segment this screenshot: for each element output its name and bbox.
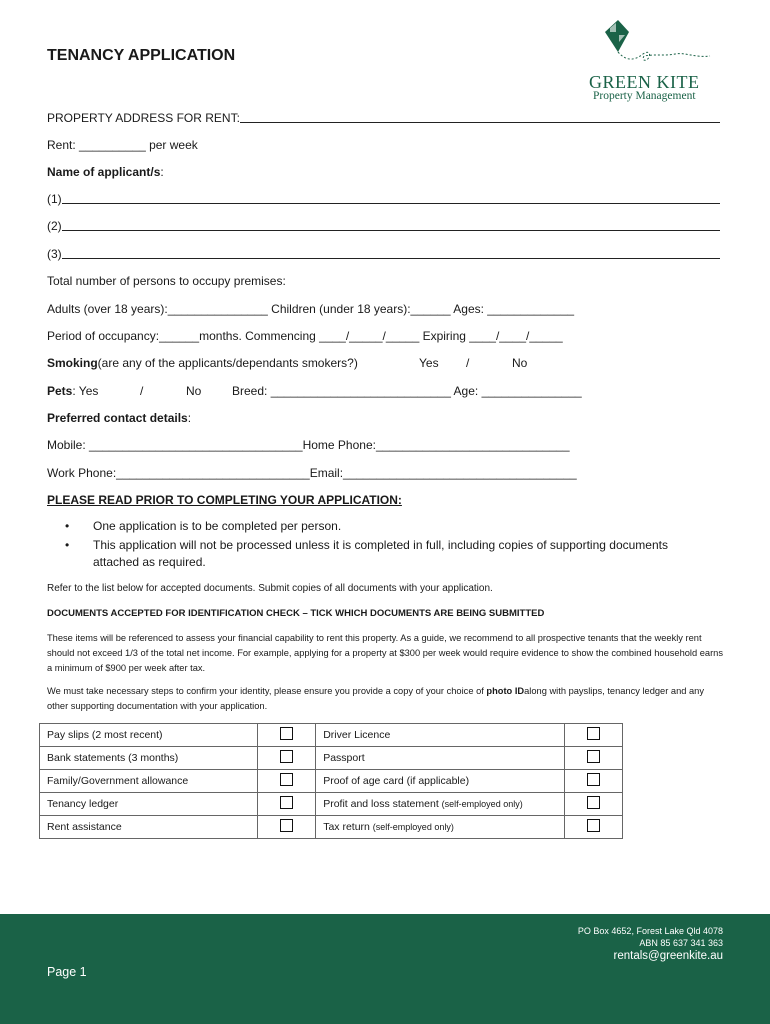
logo-tagline: Property Management xyxy=(593,90,696,102)
smoking-label: Smoking xyxy=(47,356,98,370)
contact-heading: Preferred contact details : xyxy=(47,411,192,425)
notice-bullet-1: • One application is to be completed per person. xyxy=(65,519,342,533)
documents-heading: DOCUMENTS ACCEPTED FOR IDENTIFICATION CHECK – TICK WHICH DOCUMENTS ARE BEING SUBMITTED xyxy=(47,608,545,619)
smoking-field[interactable]: Smoking (are any of the applicants/dependants smokers?) Yes / No xyxy=(47,356,528,370)
property-address-label: PROPERTY ADDRESS FOR RENT: xyxy=(47,111,240,125)
checkbox-family-allowance[interactable] xyxy=(280,773,293,786)
document-label: Bank statements (3 months) xyxy=(40,747,258,770)
pets-yes-option[interactable]: : Yes xyxy=(72,384,99,398)
work-email-field[interactable]: Work Phone:_____________________________Email:___________________________________ xyxy=(47,466,577,480)
table-row xyxy=(40,724,623,747)
checkbox-tenancy-ledger[interactable] xyxy=(280,796,293,809)
bullet-icon: • xyxy=(65,519,70,533)
checkbox-driver-licence[interactable] xyxy=(587,727,600,740)
table-row xyxy=(40,770,623,793)
applicants-label: Name of applicant/s xyxy=(47,165,161,179)
mobile-home-field[interactable]: Mobile: ________________________________Home Phone:_____________________________ xyxy=(47,438,570,452)
total-persons-label: Total number of persons to occupy premises: xyxy=(47,274,286,288)
property-address-field[interactable] xyxy=(47,109,720,125)
document-label: Family/Government allowance xyxy=(40,770,258,793)
page-number: Page 1 xyxy=(47,965,87,979)
documents-table xyxy=(39,723,623,839)
notice-heading: PLEASE READ PRIOR TO COMPLETING YOUR APPLICATION: xyxy=(47,493,402,507)
checkbox-proof-of-age[interactable] xyxy=(587,773,600,786)
financial-capability-paragraph: These items will be referenced to assess your financial capability to rent this property. As a guide, we recommend to all prospective tenants that the weekly rent should not exceed 1/3 of the total net income. For example, applying for a property at $300 per week would require evidence to show the combined household earns a minimum of $900 per week after tax. xyxy=(47,633,723,673)
pets-breed-field[interactable]: Breed: ___________________________ Age: _______________ xyxy=(232,384,582,398)
applicant-2-field[interactable]: (2) xyxy=(47,217,720,233)
period-field[interactable]: Period of occupancy:______months. Commencing ____/_____/_____ Expiring ____/____/_____ xyxy=(47,329,563,343)
rent-field[interactable] xyxy=(47,136,720,152)
notice-bullet-2: • This application will not be processed unless it is completed in full, including copies of supporting documents attached as required. xyxy=(65,538,668,569)
refer-text: Refer to the list below for accepted documents. Submit copies of all documents with your application. xyxy=(47,583,493,594)
checkbox-bank-statements[interactable] xyxy=(280,750,293,763)
adults-children-field[interactable]: Adults (over 18 years):_______________ Children (under 18 years):______ Ages: _____________ xyxy=(47,302,575,316)
checkbox-pay-slips[interactable] xyxy=(280,727,293,740)
page-title: TENANCY APPLICATION xyxy=(47,47,236,64)
applicant-1-field[interactable]: (1) xyxy=(47,190,720,206)
checkbox-passport[interactable] xyxy=(587,750,600,763)
checkbox-tax-return[interactable] xyxy=(587,819,600,832)
document-label: Proof of age card (if applicable) xyxy=(316,770,565,793)
table-row xyxy=(40,816,623,839)
green-kite-logo xyxy=(585,18,725,108)
table-row xyxy=(40,793,623,816)
footer-email-link[interactable]: rentals@greenkite.au xyxy=(613,950,723,962)
document-label: Tax return (self-employed only) xyxy=(316,816,565,839)
pets-label: Pets xyxy=(47,384,73,398)
document-label: Tenancy ledger xyxy=(40,793,258,816)
document-label: Driver Licence xyxy=(316,724,565,747)
footer-abn: ABN 85 637 341 363 xyxy=(639,938,723,948)
applicants-heading: Name of applicant/s : xyxy=(47,165,164,179)
bullet-icon: • xyxy=(65,538,70,552)
smoking-no-option[interactable]: No xyxy=(512,356,528,370)
contact-label: Preferred contact details xyxy=(47,411,188,425)
pets-field[interactable]: Pets : Yes / No Breed: ___________________________ Age: _______________ xyxy=(47,384,582,398)
logo-brand: GREEN KITE xyxy=(589,72,700,92)
page-footer xyxy=(0,914,770,1024)
document-label: Passport xyxy=(316,747,565,770)
rent-label: Rent: __________ per week xyxy=(47,138,198,152)
pets-no-option[interactable]: No xyxy=(186,384,202,398)
table-row xyxy=(40,747,623,770)
checkbox-rent-assistance[interactable] xyxy=(280,819,293,832)
checkbox-profit-loss[interactable] xyxy=(587,796,600,809)
document-label: Rent assistance xyxy=(40,816,258,839)
footer-address: PO Box 4652, Forest Lake Qld 4078 xyxy=(577,926,723,936)
document-label: Profit and loss statement (self-employed only) xyxy=(316,793,565,816)
identity-paragraph: We must take necessary steps to confirm your identity, please ensure you provide a copy of your choice of photo IDalong with payslips, tenancy ledger and any other supporting documentation with your application. xyxy=(47,686,704,711)
smoking-yes-option[interactable]: Yes xyxy=(419,356,439,370)
applicant-3-field[interactable]: (3) xyxy=(47,245,720,261)
document-label: Pay slips (2 most recent) xyxy=(40,724,258,747)
